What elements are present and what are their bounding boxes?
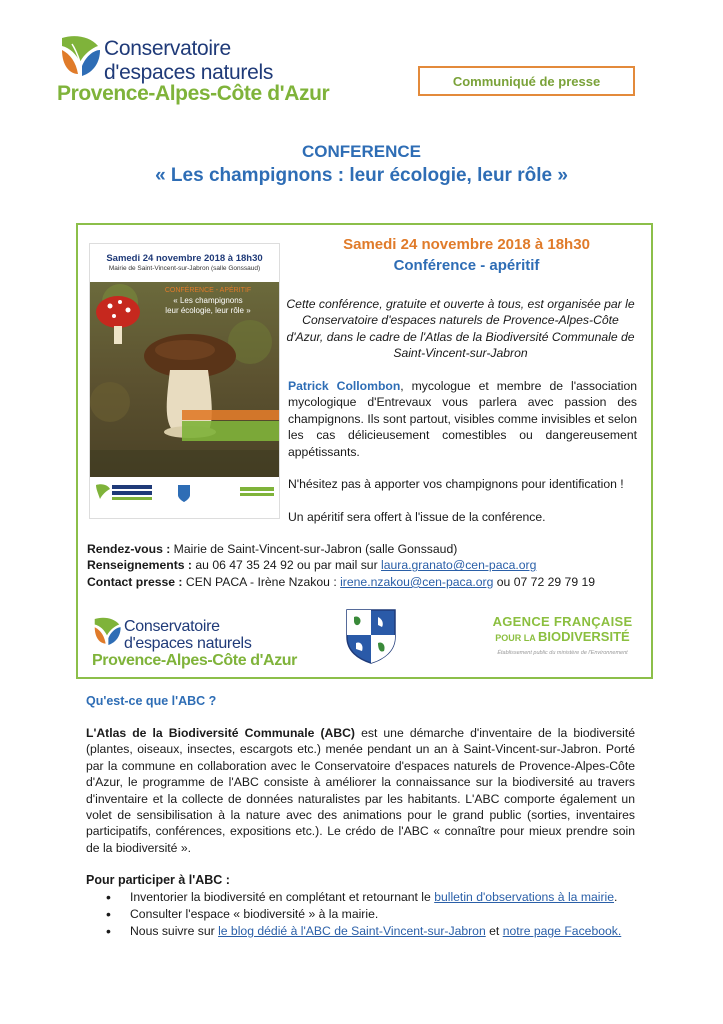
press-contact-value: CEN PACA - Irène Nzakou : (182, 574, 341, 589)
blog-link[interactable]: le blog dédié à l'ABC de Saint-Vincent-sur-Jabron (218, 924, 486, 938)
afb-logo (490, 614, 635, 662)
rdv-value: Mairie de Saint-Vincent-sur-Jabron (salle Gonssaud) (170, 542, 458, 556)
poster-overlay-sub1: « Les champignons (173, 296, 243, 305)
abc-name: L'Atlas de la Biodiversité Communale (ABC) (86, 726, 355, 740)
press-email-link[interactable]: irene.nzakou@cen-paca.org (340, 574, 494, 589)
abc-question: Qu'est-ce que l'ABC ? (86, 694, 217, 708)
afb-line3: Établissement public du ministère de l'Environnement (497, 650, 628, 656)
bullet1-text: Inventorier la biodiversité en complétant et retournant le (130, 890, 435, 904)
abc-text: est une démarche d'inventaire de la biodiversité (plantes, oiseaux, insectes, escargots etc.) menée pendant un an à Saint-Vincent-sur-Jabron. Porté par la commune en collaboration avec le Conservatoire d'espaces naturels de Provence-Alpes-Côte d'Azur, le programme de l'ABC consiste à améliorer la connaissance sur la biodiversité au travers d'inventaire et la collecte de données naturalistes par les habitants. L'ABC comporte également un volet de sensibilisation à la nature avec des animations pour le grand public (sorties, inventaires participatifs, conférences, expositions etc.). Le crédo de l'ABC « connaître pour mieux prendre soin de la biodiversité ». (86, 726, 635, 855)
conference-title: « Les champignons : leur écologie, leur rôle » (155, 165, 568, 186)
conference-heading: CONFERENCE (301, 142, 421, 161)
afb-line1: AGENCE FRANÇAISE (492, 614, 633, 629)
press-line (87, 574, 647, 590)
logo-line3: Provence-Alpes-Côte d'Azur (57, 82, 330, 105)
cen-paca-logo (57, 32, 330, 106)
cen-leaf-small-icon (92, 614, 122, 650)
cen-leaf-logo-icon (58, 32, 102, 82)
abc-description (86, 725, 635, 856)
info-value: au 06 47 35 24 92 ou par mail sur (191, 558, 382, 573)
list-item (130, 889, 646, 906)
press-phone: ou 07 72 29 79 19 (493, 574, 596, 589)
event-poster (89, 243, 280, 519)
logo-line1: Conservatoire (104, 37, 231, 60)
participate-heading: Pour participer à l'ABC : (86, 873, 230, 887)
info-line (87, 557, 647, 573)
press-contact-label: Contact presse : (87, 574, 183, 589)
afb-line2a: POUR LA (495, 633, 538, 643)
participate-list (86, 889, 646, 940)
info-label: Renseignements : (87, 558, 192, 573)
bullet3-mid: et (485, 924, 503, 938)
list-item (130, 906, 646, 923)
speaker-paragraph (288, 378, 637, 460)
bring-mushrooms: N'hésitez pas à apporter vos champignons pour identification ! (288, 477, 624, 491)
bullet3-text: Nous suivre sur (130, 924, 219, 938)
poster-place: Mairie de Saint-Vincent-sur-Jabron (salle Gonssaud) (108, 265, 261, 272)
aperitif-note: Un apéritif sera offert à l'issue de la conférence. (288, 510, 546, 524)
logo-line2: d'espaces naturels (104, 61, 274, 84)
bullet2-text: Consulter l'espace « biodiversité » à la mairie. (130, 907, 379, 921)
event-intro: Cette conférence, gratuite et ouverte à tous, est organisée par le Conservatoire d'espaces naturels de Provence-Alpes-Côte d'Azur, dans le cadre de l'Atlas de la Biodiversité Communale de Saint-Vincent-sur-Jabron (286, 297, 635, 361)
afb-line2 (490, 629, 635, 644)
speaker-name: Patrick Collombon (288, 379, 401, 393)
speaker-text: , mycologue et membre de l'association mycologique d'Entrevaux vous parlera avec passion des champignons. Ils sont partout, visibles comme invisibles et selon les cas délicieusement comestibles ou dangereusement appétissants. (288, 379, 637, 459)
cen-paca-logo-bottom (92, 612, 297, 669)
cen-bottom-line2: d'espaces naturels (124, 635, 252, 652)
bullet1-end: . (614, 890, 618, 904)
afb-line2b: BIODIVERSITÉ (537, 629, 630, 644)
list-item (130, 923, 646, 940)
info-email-link[interactable]: laura.granato@cen-paca.org (381, 558, 537, 573)
cen-bottom-line1: Conservatoire (124, 618, 220, 635)
event-date: Samedi 24 novembre 2018 à 18h30 (343, 236, 590, 253)
commune-shield-icon (344, 607, 398, 665)
press-release-label: Communiqué de presse (452, 73, 601, 89)
facebook-link[interactable]: notre page Facebook. (502, 924, 622, 938)
rdv-label: Rendez-vous : (87, 542, 171, 556)
poster-overlay-sub2: leur écologie, leur rôle » (165, 306, 251, 315)
poster-footer (90, 477, 279, 518)
contact-block (87, 541, 647, 590)
event-subtitle: Conférence - apéritif (393, 257, 540, 274)
bulletin-link[interactable]: bulletin d'observations à la mairie (434, 890, 615, 904)
poster-overlay-title: CONFÉRENCE - APÉRITIF (164, 287, 252, 294)
rdv-line (87, 541, 647, 557)
cen-bottom-line3: Provence-Alpes-Côte d'Azur (92, 652, 297, 669)
poster-date: Samedi 24 novembre 2018 à 18h30 (106, 253, 263, 264)
mushroom-photo-icon (90, 282, 279, 477)
press-release-badge (418, 66, 635, 96)
